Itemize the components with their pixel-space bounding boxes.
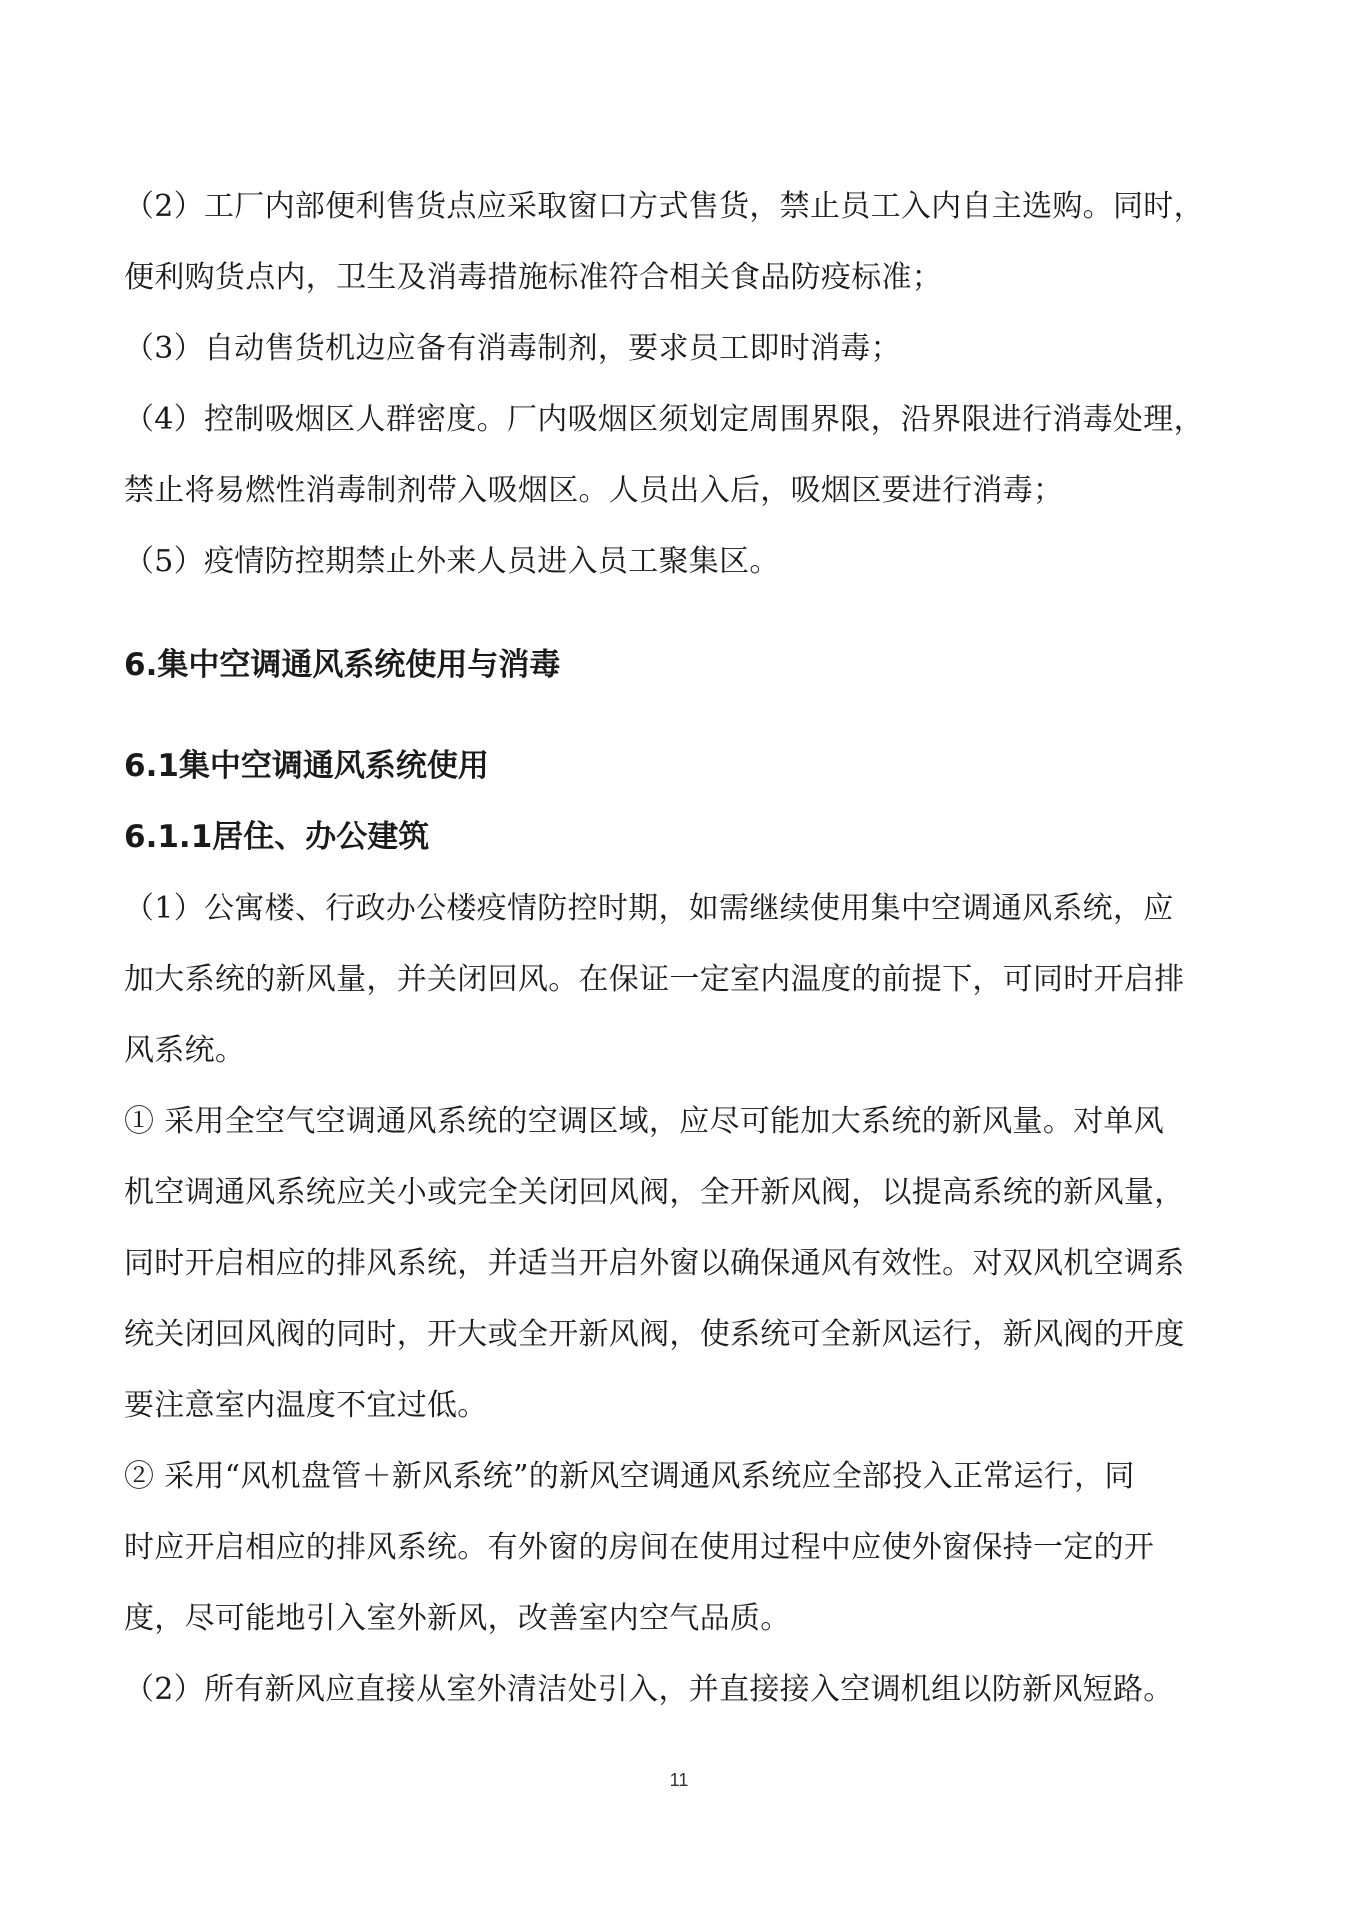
paragraph <box>124 873 1236 1086</box>
paragraph <box>124 526 1236 597</box>
paragraph-line: 同时开启相应的排风系统，并适当开启外窗以确保通风有效性。对双风机空调系 <box>124 1246 1185 1281</box>
paragraph <box>124 1441 1236 1654</box>
paragraph <box>124 384 1236 526</box>
section-heading-6-1: 6.1集中空调通风系统使用 <box>124 748 489 784</box>
paragraph-line: （2）所有新风应直接从室外清洁处引入，并直接接入空调机组以防新风短路。 <box>124 1672 1174 1707</box>
section-heading-6-1-1: 6.1.1居住、办公建筑 <box>124 819 430 855</box>
paragraph-line: （1）公寓楼、行政办公楼疫情防控时期，如需继续使用集中空调通风系统，应 <box>124 891 1174 926</box>
paragraph-line: ① 采用全空气空调通风系统的空调区域，应尽可能加大系统的新风量。对单风 <box>124 1104 1165 1139</box>
paragraph-line: 风系统。 <box>124 1033 246 1068</box>
paragraph-line: 便利购货点内，卫生及消毒措施标准符合相关食品防疫标准； <box>124 260 943 295</box>
paragraph-line: 度，尽可能地引入室外新风，改善室内空气品质。 <box>124 1601 791 1636</box>
paragraph-line: （5）疫情防控期禁止外来人员进入员工聚集区。 <box>124 544 780 579</box>
paragraph-line: 统关闭回风阀的同时，开大或全开新风阀，使系统可全新风运行，新风阀的开度 <box>124 1317 1185 1352</box>
paragraph <box>124 171 1236 313</box>
paragraph-line: 加大系统的新风量，并关闭回风。在保证一定室内温度的前提下，可同时开启排 <box>124 962 1185 997</box>
paragraph <box>124 1086 1236 1441</box>
page-content <box>124 171 1236 1725</box>
spacer <box>124 701 1236 731</box>
paragraph <box>124 1654 1236 1725</box>
bottom-paragraphs <box>124 873 1236 1725</box>
paragraph-line: 时应开启相应的排风系统。有外窗的房间在使用过程中应使外窗保持一定的开 <box>124 1530 1155 1565</box>
spacer <box>124 597 1236 630</box>
top-paragraphs <box>124 171 1236 597</box>
page-number: 11 <box>669 1770 689 1790</box>
paragraph <box>124 313 1236 384</box>
paragraph-line: ② 采用“风机盘管＋新风系统”的新风空调通风系统应全部投入正常运行，同 <box>124 1459 1135 1494</box>
paragraph-line: （3）自动售货机边应备有消毒制剂，要求员工即时消毒； <box>124 331 901 366</box>
paragraph-line: 要注意室内温度不宜过低。 <box>124 1388 488 1423</box>
paragraph-line: （2）工厂内部便利售货点应采取窗口方式售货，禁止员工入内自主选购。同时， <box>124 189 1204 224</box>
section-heading-6: 6.集中空调通风系统使用与消毒 <box>124 647 561 683</box>
paragraph-line: 禁止将易燃性消毒制剂带入吸烟区。人员出入后，吸烟区要进行消毒； <box>124 473 1064 508</box>
paragraph-line: 机空调通风系统应关小或完全关闭回风阀，全开新风阀，以提高系统的新风量， <box>124 1175 1185 1210</box>
paragraph-line: （4）控制吸烟区人群密度。厂内吸烟区须划定周围界限，沿界限进行消毒处理， <box>124 402 1204 437</box>
